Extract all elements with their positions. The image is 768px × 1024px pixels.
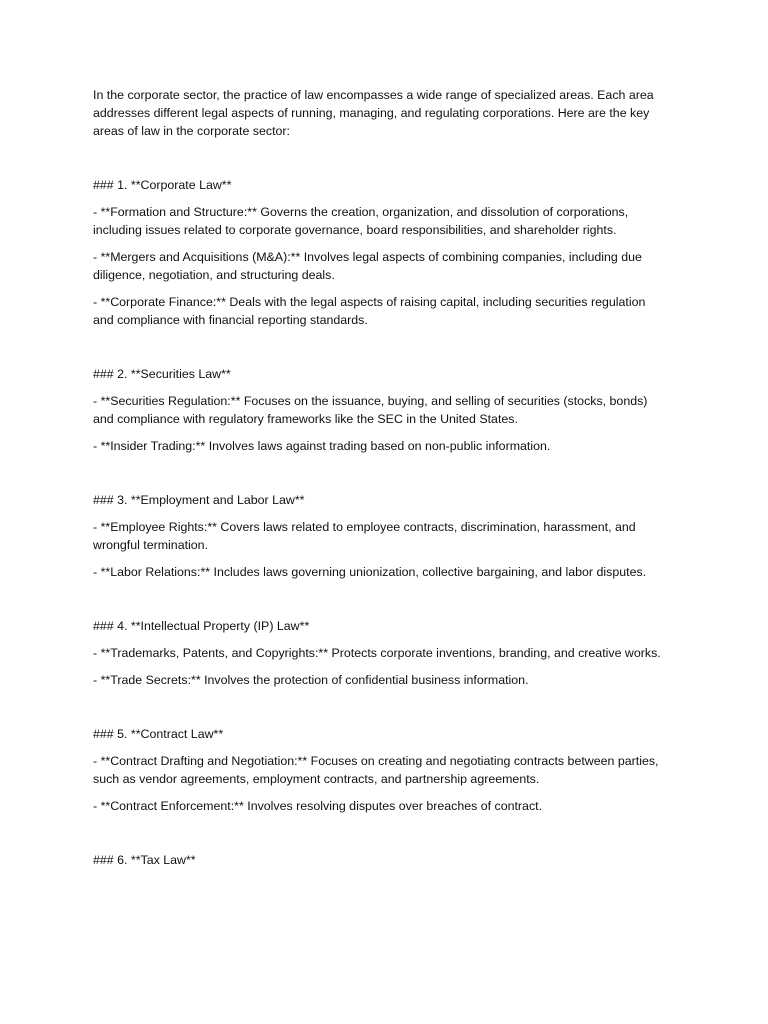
list-item: - **Corporate Finance:** Deals with the legal aspects of raising capital, including securities regulation and compliance with financial reporting standards. xyxy=(93,295,646,327)
list-item: - **Contract Enforcement:** Involves resolving disputes over breaches of contract. xyxy=(93,799,543,813)
section-heading: ### 4. **Intellectual Property (IP) Law** xyxy=(93,619,310,633)
list-item: - **Contract Drafting and Negotiation:** Focuses on creating and negotiating contracts between parties, such as vendor agreements, employment contracts, and partnership agreements. xyxy=(93,754,659,786)
section-heading: ### 1. **Corporate Law** xyxy=(93,178,232,192)
section-heading: ### 3. **Employment and Labor Law** xyxy=(93,493,305,507)
section-heading: ### 6. **Tax Law** xyxy=(93,853,196,867)
list-item: - **Formation and Structure:** Governs the creation, organization, and dissolution of corporations, including issues related to corporate governance, board responsibilities, and shareholder rights. xyxy=(93,205,629,237)
list-item: - **Trade Secrets:** Involves the protection of confidential business information. xyxy=(93,673,529,687)
section-heading: ### 5. **Contract Law** xyxy=(93,727,224,741)
list-item: - **Employee Rights:** Covers laws related to employee contracts, discrimination, harassment, and wrongful termination. xyxy=(93,520,636,552)
list-item: - **Insider Trading:** Involves laws against trading based on non-public information. xyxy=(93,439,551,453)
list-item: - **Securities Regulation:** Focuses on the issuance, buying, and selling of securities (stocks, bonds) and compliance with regulatory frameworks like the SEC in the United States. xyxy=(93,394,648,426)
section-employment-labor-law xyxy=(93,491,668,581)
section-ip-law xyxy=(93,617,668,689)
list-item: - **Mergers and Acquisitions (M&A):** Involves legal aspects of combining companies, including due diligence, negotiation, and structuring deals. xyxy=(93,250,642,282)
section-corporate-law xyxy=(93,176,668,329)
document-page xyxy=(93,86,668,905)
list-item: - **Trademarks, Patents, and Copyrights:** Protects corporate inventions, branding, and creative works. xyxy=(93,646,661,660)
section-heading: ### 2. **Securities Law** xyxy=(93,367,231,381)
section-securities-law xyxy=(93,365,668,455)
intro-paragraph: In the corporate sector, the practice of law encompasses a wide range of specialized areas. Each area addresses different legal aspects of running, managing, and regulating corporations. Here are the key areas of law in the corporate sector: xyxy=(93,88,654,138)
list-item: - **Labor Relations:** Includes laws governing unionization, collective bargaining, and labor disputes. xyxy=(93,565,647,579)
section-tax-law xyxy=(93,851,668,869)
section-contract-law xyxy=(93,725,668,815)
